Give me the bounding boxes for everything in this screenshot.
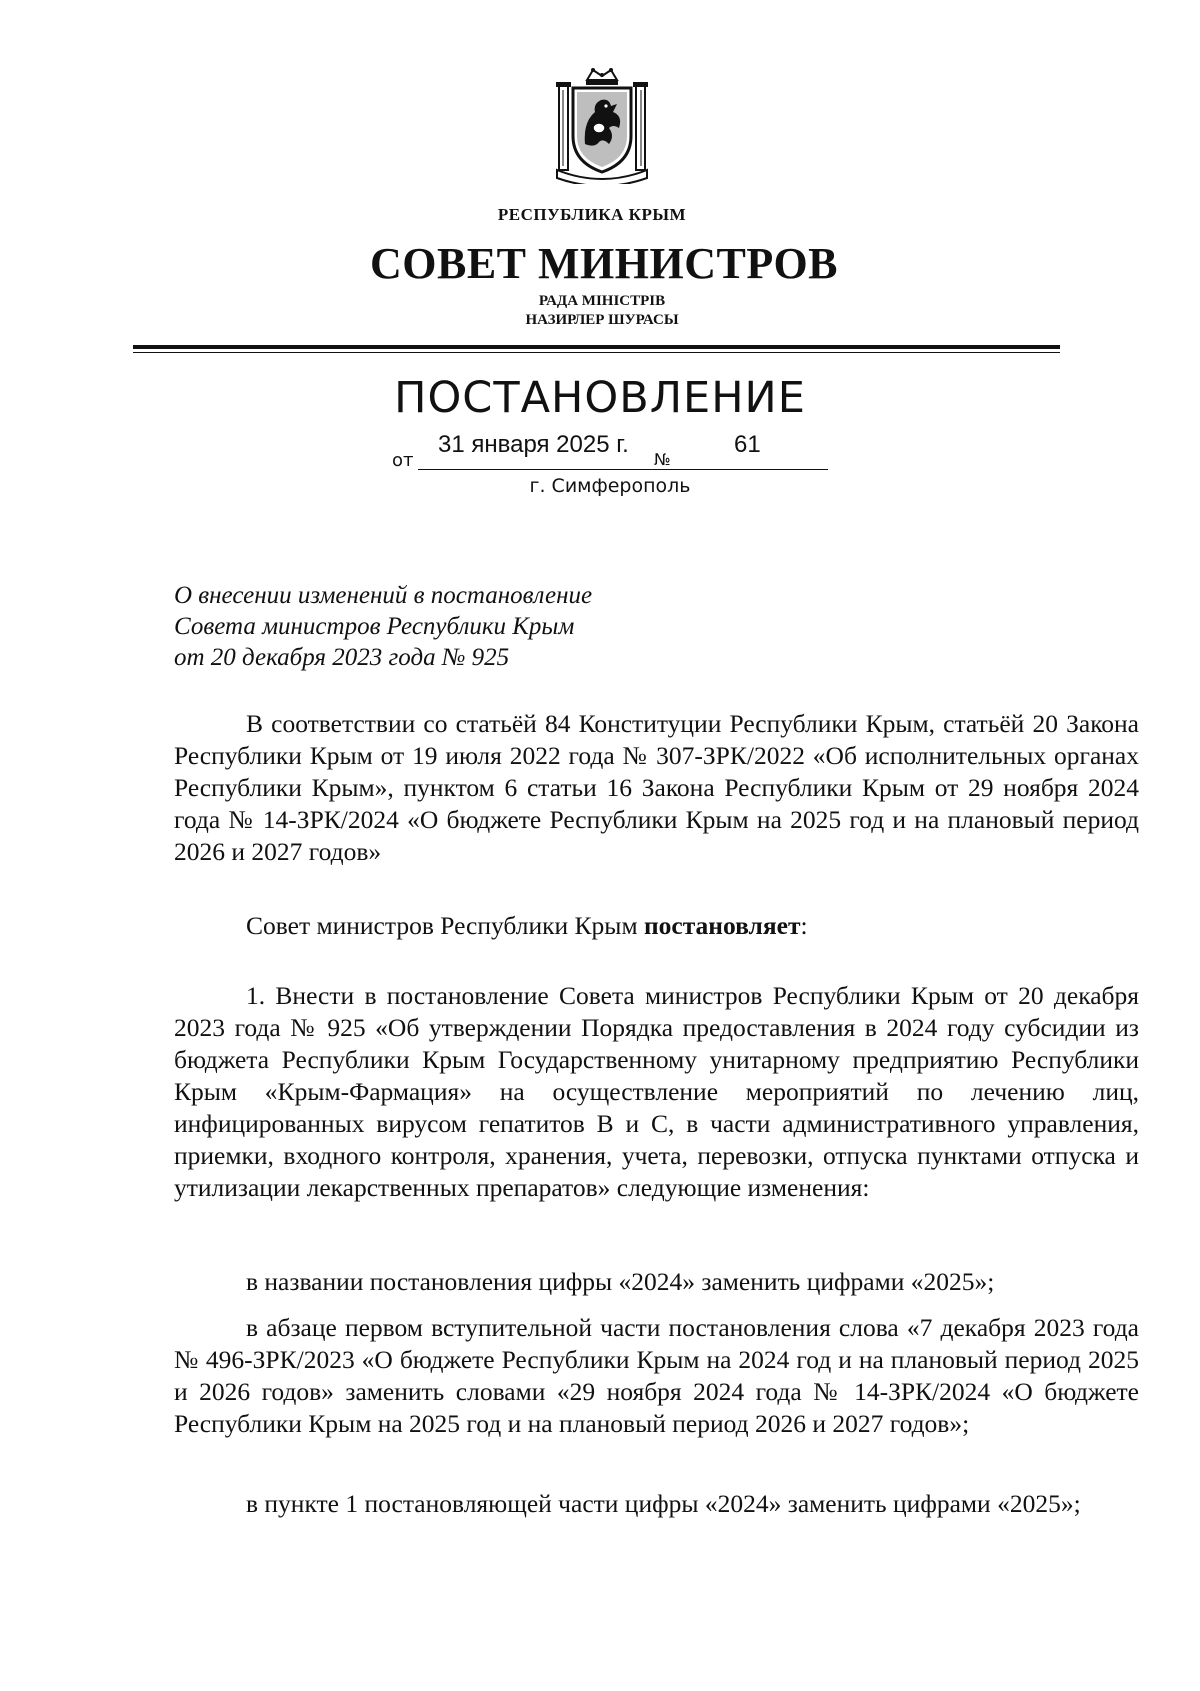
- amendment-paragraph-preamble: в абзаце первом вступительной части постановления слова «7 декабря 2023 года № 496-ЗРК/2023 «О бюджете Республики Крым на 2024 год и на плановый период 2025 и 2026 годов» заменить словами «29 ноября 2024 года № 14-ЗРК/2024 «О бюджете Республики Крым на 2025 год и на плановый период 2026 и 2027 годов»;: [174, 1313, 1139, 1438]
- document-type-title: ПОСТАНОВЛЕНИЕ: [394, 373, 806, 423]
- document-number: 61: [734, 431, 761, 458]
- document-date: 31 января 2025 г.: [438, 431, 629, 458]
- date-prefix-label: от: [392, 450, 414, 471]
- crimea-coat-of-arms-emblem: [553, 66, 651, 184]
- header-divider-thin: [133, 352, 1060, 353]
- council-title: СОВЕТ МИНИСТРОВ: [369, 239, 839, 288]
- number-label: №: [654, 450, 671, 469]
- resolution-text: Совет министров Республики Крым: [246, 911, 644, 940]
- resolution-paragraph: [174, 910, 1139, 942]
- amendment-paragraph-title: в названии постановления цифры «2024» заменить цифрами «2025»;: [246, 1267, 995, 1296]
- document-city: г. Симферополь: [529, 475, 691, 497]
- subject-line: О внесении изменений в постановление: [174, 582, 593, 609]
- date-underline: [418, 469, 828, 470]
- header-divider-thick: [133, 345, 1060, 349]
- subject-line: Совета министров Республики Крым: [174, 613, 575, 640]
- republic-title: РЕСПУБЛИКА КРЫМ: [497, 205, 687, 224]
- preamble-paragraph: В соответствии со статьёй 84 Конституции Республики Крым, статьёй 20 Закона Республики Крым от 19 июля 2022 года № 307-ЗРК/2022 «Об исполнительных органах Республики Крым», пунктом 6 статьи 16 Закона Республики Крым от 29 ноября 2024 года № 14-ЗРК/2024 «О бюджете Республики Крым на 2025 год и на плановый период 2026 и 2027 годов»: [174, 709, 1139, 866]
- clause-paragraph-1: 1. Внести в постановление Совета министров Республики Крым от 20 декабря 2023 года № 925 «Об утверждении Порядка предоставления в 2024 году субсидии из бюджета Республики Крым Государственному унитарному предприятию Республики Крым «Крым-Фармация» на осуществление мероприятий по лечению лиц, инфицированных вирусом гепатитов В и С, в части административного управления, приемки, входного контроля, хранения, учета, перевозки, отпуска пунктами отпуска и утилизации лекарственных препаратов» следующие изменения:: [174, 981, 1139, 1202]
- document-subject: [174, 580, 592, 673]
- resolution-colon: :: [800, 911, 808, 940]
- resolution-verb: постановляет: [643, 911, 801, 940]
- council-title-ukrainian: РАДА МІНІСТРІВ: [538, 293, 666, 309]
- amendment-paragraph-item-1: в пункте 1 постановляющей части цифры «2024» заменить цифрами «2025»;: [246, 1489, 1081, 1518]
- council-title-crimean-tatar: НАЗИРЛЕР ШУРАСЫ: [525, 312, 679, 328]
- subject-line: от 20 декабря 2023 года № 925: [174, 644, 510, 671]
